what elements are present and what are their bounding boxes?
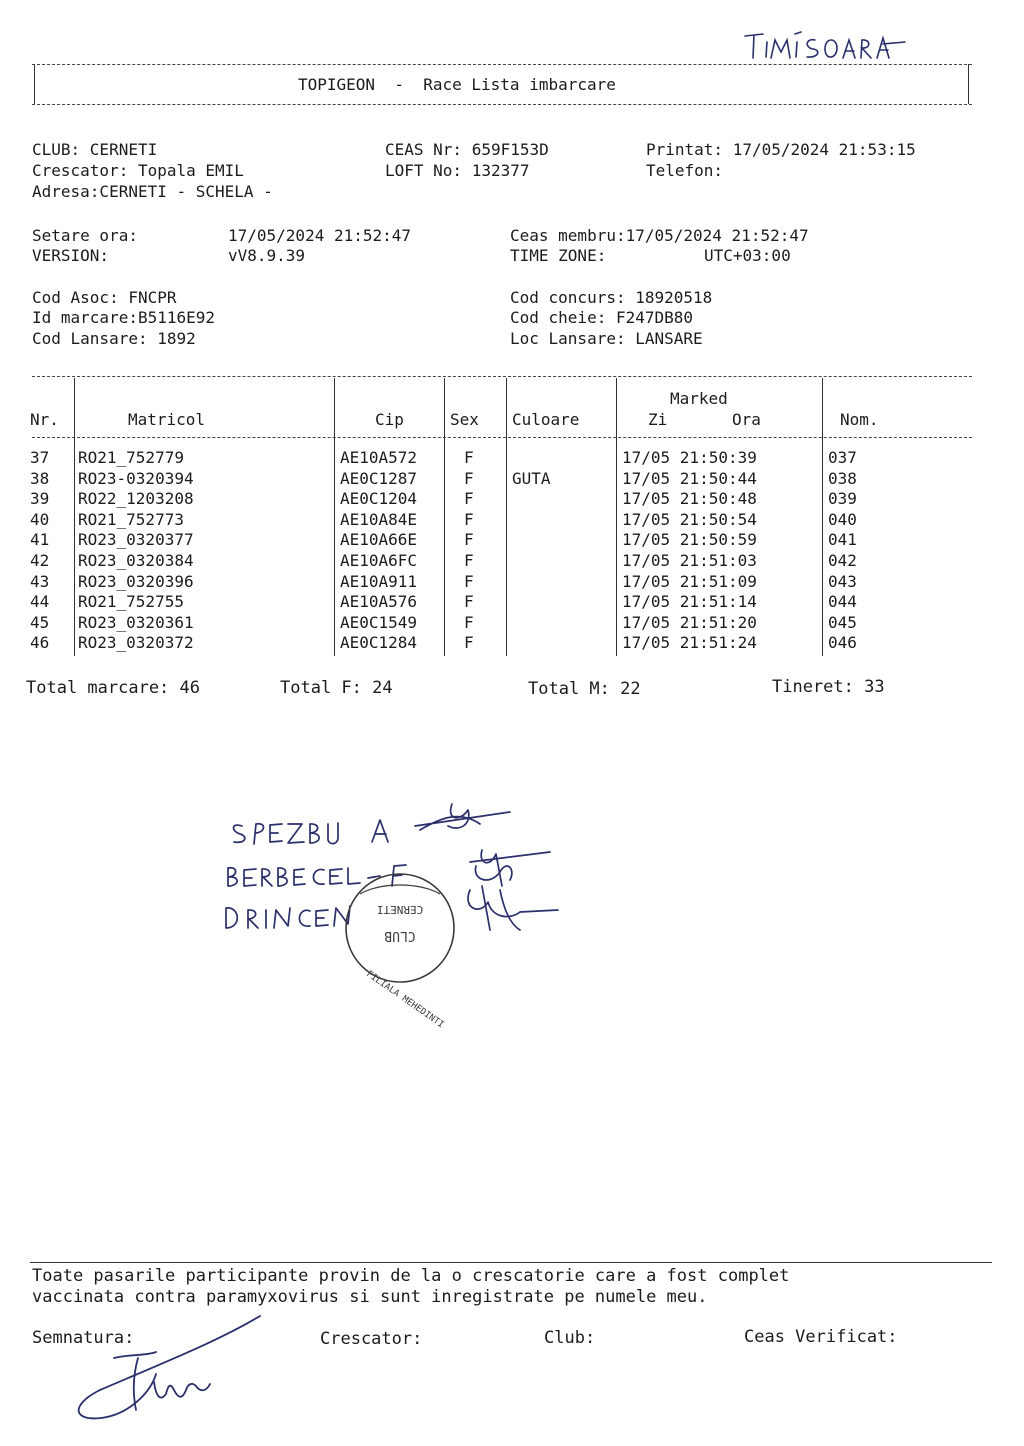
cell-cip: AE0C1284 bbox=[340, 633, 418, 653]
header-left-border bbox=[34, 64, 35, 104]
cell-nom: 046 bbox=[828, 633, 857, 653]
cell-cip: AE10A576 bbox=[340, 592, 418, 612]
table-row bbox=[0, 633, 1024, 654]
svg-text:FILIALA MEHEDINTI: FILIALA MEHEDINTI bbox=[364, 969, 446, 1031]
svg-text:CERNETI: CERNETI bbox=[376, 903, 424, 916]
cell-nr: 44 bbox=[30, 592, 50, 612]
ceas-membru-field: Ceas membru:17/05/2024 21:52:47 bbox=[510, 226, 809, 245]
cell-nr: 39 bbox=[30, 489, 50, 509]
table-row bbox=[0, 510, 1024, 531]
setare-ora-label: Setare ora: bbox=[32, 226, 138, 245]
cell-cip: AE10A6FC bbox=[340, 550, 418, 570]
cell-matricol: RO21_752773 bbox=[78, 509, 184, 529]
cell-marked: 17/05 21:50:48 bbox=[622, 489, 757, 509]
time-zone-value: UTC+03:00 bbox=[704, 246, 791, 265]
cell-marked: 17/05 21:51:09 bbox=[622, 571, 757, 591]
cell-nom: 037 bbox=[828, 448, 857, 467]
cell-culoare: GUTA bbox=[512, 468, 551, 488]
cod-asoc-field: Cod Asoc: FNCPR bbox=[32, 288, 177, 307]
adresa-field: Adresa:CERNETI - SCHELA - bbox=[32, 182, 273, 201]
cod-cheie-field: Cod cheie: F247DB80 bbox=[510, 308, 694, 327]
table-header-rule bbox=[32, 437, 972, 438]
table-row bbox=[0, 551, 1024, 572]
id-marcare-field: Id marcare:B5116E92 bbox=[32, 308, 216, 327]
cell-matricol: RO21_752755 bbox=[78, 592, 184, 612]
cell-nr: 40 bbox=[30, 509, 50, 529]
cell-nom: 040 bbox=[828, 509, 857, 529]
club-field: CLUB: CERNETI bbox=[32, 140, 158, 159]
telefon-field: Telefon: bbox=[646, 161, 724, 180]
handwritten-signatures-block bbox=[220, 790, 580, 1031]
total-m: Total M: 22 bbox=[528, 679, 641, 699]
crescator-signature bbox=[60, 1310, 280, 1430]
table-top-rule bbox=[32, 376, 972, 377]
cell-cip: AE0C1549 bbox=[340, 612, 418, 632]
ceas-verificat-label: Ceas Verificat: bbox=[744, 1327, 898, 1347]
declaration-line-1: Toate pasarile participante provin de la o crescatorie care a fost complet bbox=[32, 1266, 790, 1286]
club-label: Club: bbox=[544, 1328, 596, 1348]
total-marcare: Total marcare: 46 bbox=[26, 678, 200, 698]
header-nr: Nr. bbox=[30, 410, 59, 429]
cell-cip: AE10A911 bbox=[340, 571, 418, 591]
registration-table bbox=[0, 448, 1024, 654]
table-row bbox=[0, 592, 1024, 613]
header-matricol: Matricol bbox=[128, 410, 206, 429]
cell-nom: 043 bbox=[828, 571, 857, 591]
cod-lansare-field: Cod Lansare: 1892 bbox=[32, 329, 196, 348]
cell-cip: AE10A572 bbox=[340, 448, 418, 467]
cell-marked: 17/05 21:51:03 bbox=[622, 550, 757, 570]
version-value: vV8.9.39 bbox=[228, 246, 306, 265]
loft-no-field: LOFT No: 132377 bbox=[385, 161, 530, 180]
cell-cip: AE0C1204 bbox=[340, 489, 418, 509]
cell-sex: F bbox=[464, 530, 474, 550]
cell-sex: F bbox=[464, 509, 474, 529]
header-ora: Ora bbox=[732, 410, 761, 429]
cell-marked: 17/05 21:50:39 bbox=[622, 448, 757, 467]
cell-sex: F bbox=[464, 633, 474, 653]
total-f: Total F: 24 bbox=[280, 678, 393, 698]
cell-nr: 43 bbox=[30, 571, 50, 591]
cell-sex: F bbox=[464, 571, 474, 591]
cell-nr: 42 bbox=[30, 550, 50, 570]
cell-sex: F bbox=[464, 448, 474, 467]
table-row bbox=[0, 572, 1024, 593]
cell-nom: 042 bbox=[828, 550, 857, 570]
report-title: TOPIGEON - Race Lista imbarcare bbox=[298, 75, 616, 94]
cell-cip: AE0C1287 bbox=[340, 468, 418, 488]
time-zone-label: TIME ZONE: bbox=[510, 246, 607, 265]
cell-cip: AE10A66E bbox=[340, 530, 418, 550]
cell-nr: 37 bbox=[30, 448, 50, 467]
header-nom: Nom. bbox=[840, 410, 879, 429]
cell-nr: 45 bbox=[30, 612, 50, 632]
cell-sex: F bbox=[464, 592, 474, 612]
header-bottom-rule bbox=[32, 104, 972, 105]
cell-marked: 17/05 21:51:24 bbox=[622, 633, 757, 653]
crescator-label: Crescator: bbox=[320, 1329, 423, 1349]
cell-marked: 17/05 21:51:20 bbox=[622, 612, 757, 632]
cell-marked: 17/05 21:50:44 bbox=[622, 468, 757, 488]
cell-sex: F bbox=[464, 489, 474, 509]
table-row bbox=[0, 489, 1024, 510]
printat-field: Printat: 17/05/2024 21:53:15 bbox=[646, 140, 916, 159]
crescator-field: Crescator: Topala EMIL bbox=[32, 161, 244, 180]
header-right-border bbox=[968, 64, 969, 104]
cell-marked: 17/05 21:51:14 bbox=[622, 592, 757, 612]
cell-nom: 039 bbox=[828, 489, 857, 509]
table-row bbox=[0, 613, 1024, 634]
cell-sex: F bbox=[464, 612, 474, 632]
svg-text:CLUB: CLUB bbox=[384, 928, 416, 943]
total-tineret: Tineret: 33 bbox=[772, 677, 885, 697]
cell-sex: F bbox=[464, 468, 474, 488]
cell-nr: 41 bbox=[30, 530, 50, 550]
cell-matricol: RO23-0320394 bbox=[78, 468, 194, 488]
cell-matricol: RO23_0320361 bbox=[78, 612, 194, 632]
cod-concurs-field: Cod concurs: 18920518 bbox=[510, 288, 713, 307]
version-label: VERSION: bbox=[32, 246, 110, 265]
cell-matricol: RO21_752779 bbox=[78, 448, 184, 467]
header-top-rule bbox=[32, 64, 972, 65]
cell-marked: 17/05 21:50:54 bbox=[622, 509, 757, 529]
loc-lansare-field: Loc Lansare: LANSARE bbox=[510, 329, 703, 348]
table-row bbox=[0, 469, 1024, 490]
footer-rule bbox=[30, 1262, 992, 1263]
semnatura-label: Semnatura: bbox=[32, 1328, 135, 1348]
header-culoare: Culoare bbox=[512, 410, 580, 429]
table-row bbox=[0, 448, 1024, 469]
cell-marked: 17/05 21:50:59 bbox=[622, 530, 757, 550]
cell-nr: 46 bbox=[30, 633, 50, 653]
cell-matricol: RO23_0320372 bbox=[78, 633, 194, 653]
handwritten-city-name bbox=[735, 22, 905, 64]
cell-nom: 045 bbox=[828, 612, 857, 632]
header-zi: Zi bbox=[648, 410, 668, 429]
declaration-line-2: vaccinata contra paramyxovirus si sunt inregistrate pe numele meu. bbox=[32, 1287, 708, 1307]
table-row bbox=[0, 530, 1024, 551]
cell-matricol: RO23_0320384 bbox=[78, 550, 194, 570]
cell-matricol: RO22_1203208 bbox=[78, 489, 194, 509]
cell-cip: AE10A84E bbox=[340, 509, 418, 529]
cell-nom: 041 bbox=[828, 530, 857, 550]
header-sex: Sex bbox=[450, 410, 479, 429]
cell-matricol: RO23_0320377 bbox=[78, 530, 194, 550]
cell-sex: F bbox=[464, 550, 474, 570]
header-cip: Cip bbox=[375, 410, 404, 429]
cell-matricol: RO23_0320396 bbox=[78, 571, 194, 591]
header-marked: Marked bbox=[670, 389, 728, 408]
cell-nr: 38 bbox=[30, 468, 50, 488]
club-stamp bbox=[346, 874, 454, 982]
setare-ora-value: 17/05/2024 21:52:47 bbox=[228, 226, 412, 245]
ceas-nr-field: CEAS Nr: 659F153D bbox=[385, 140, 549, 159]
cell-nom: 044 bbox=[828, 592, 857, 612]
cell-nom: 038 bbox=[828, 468, 857, 488]
